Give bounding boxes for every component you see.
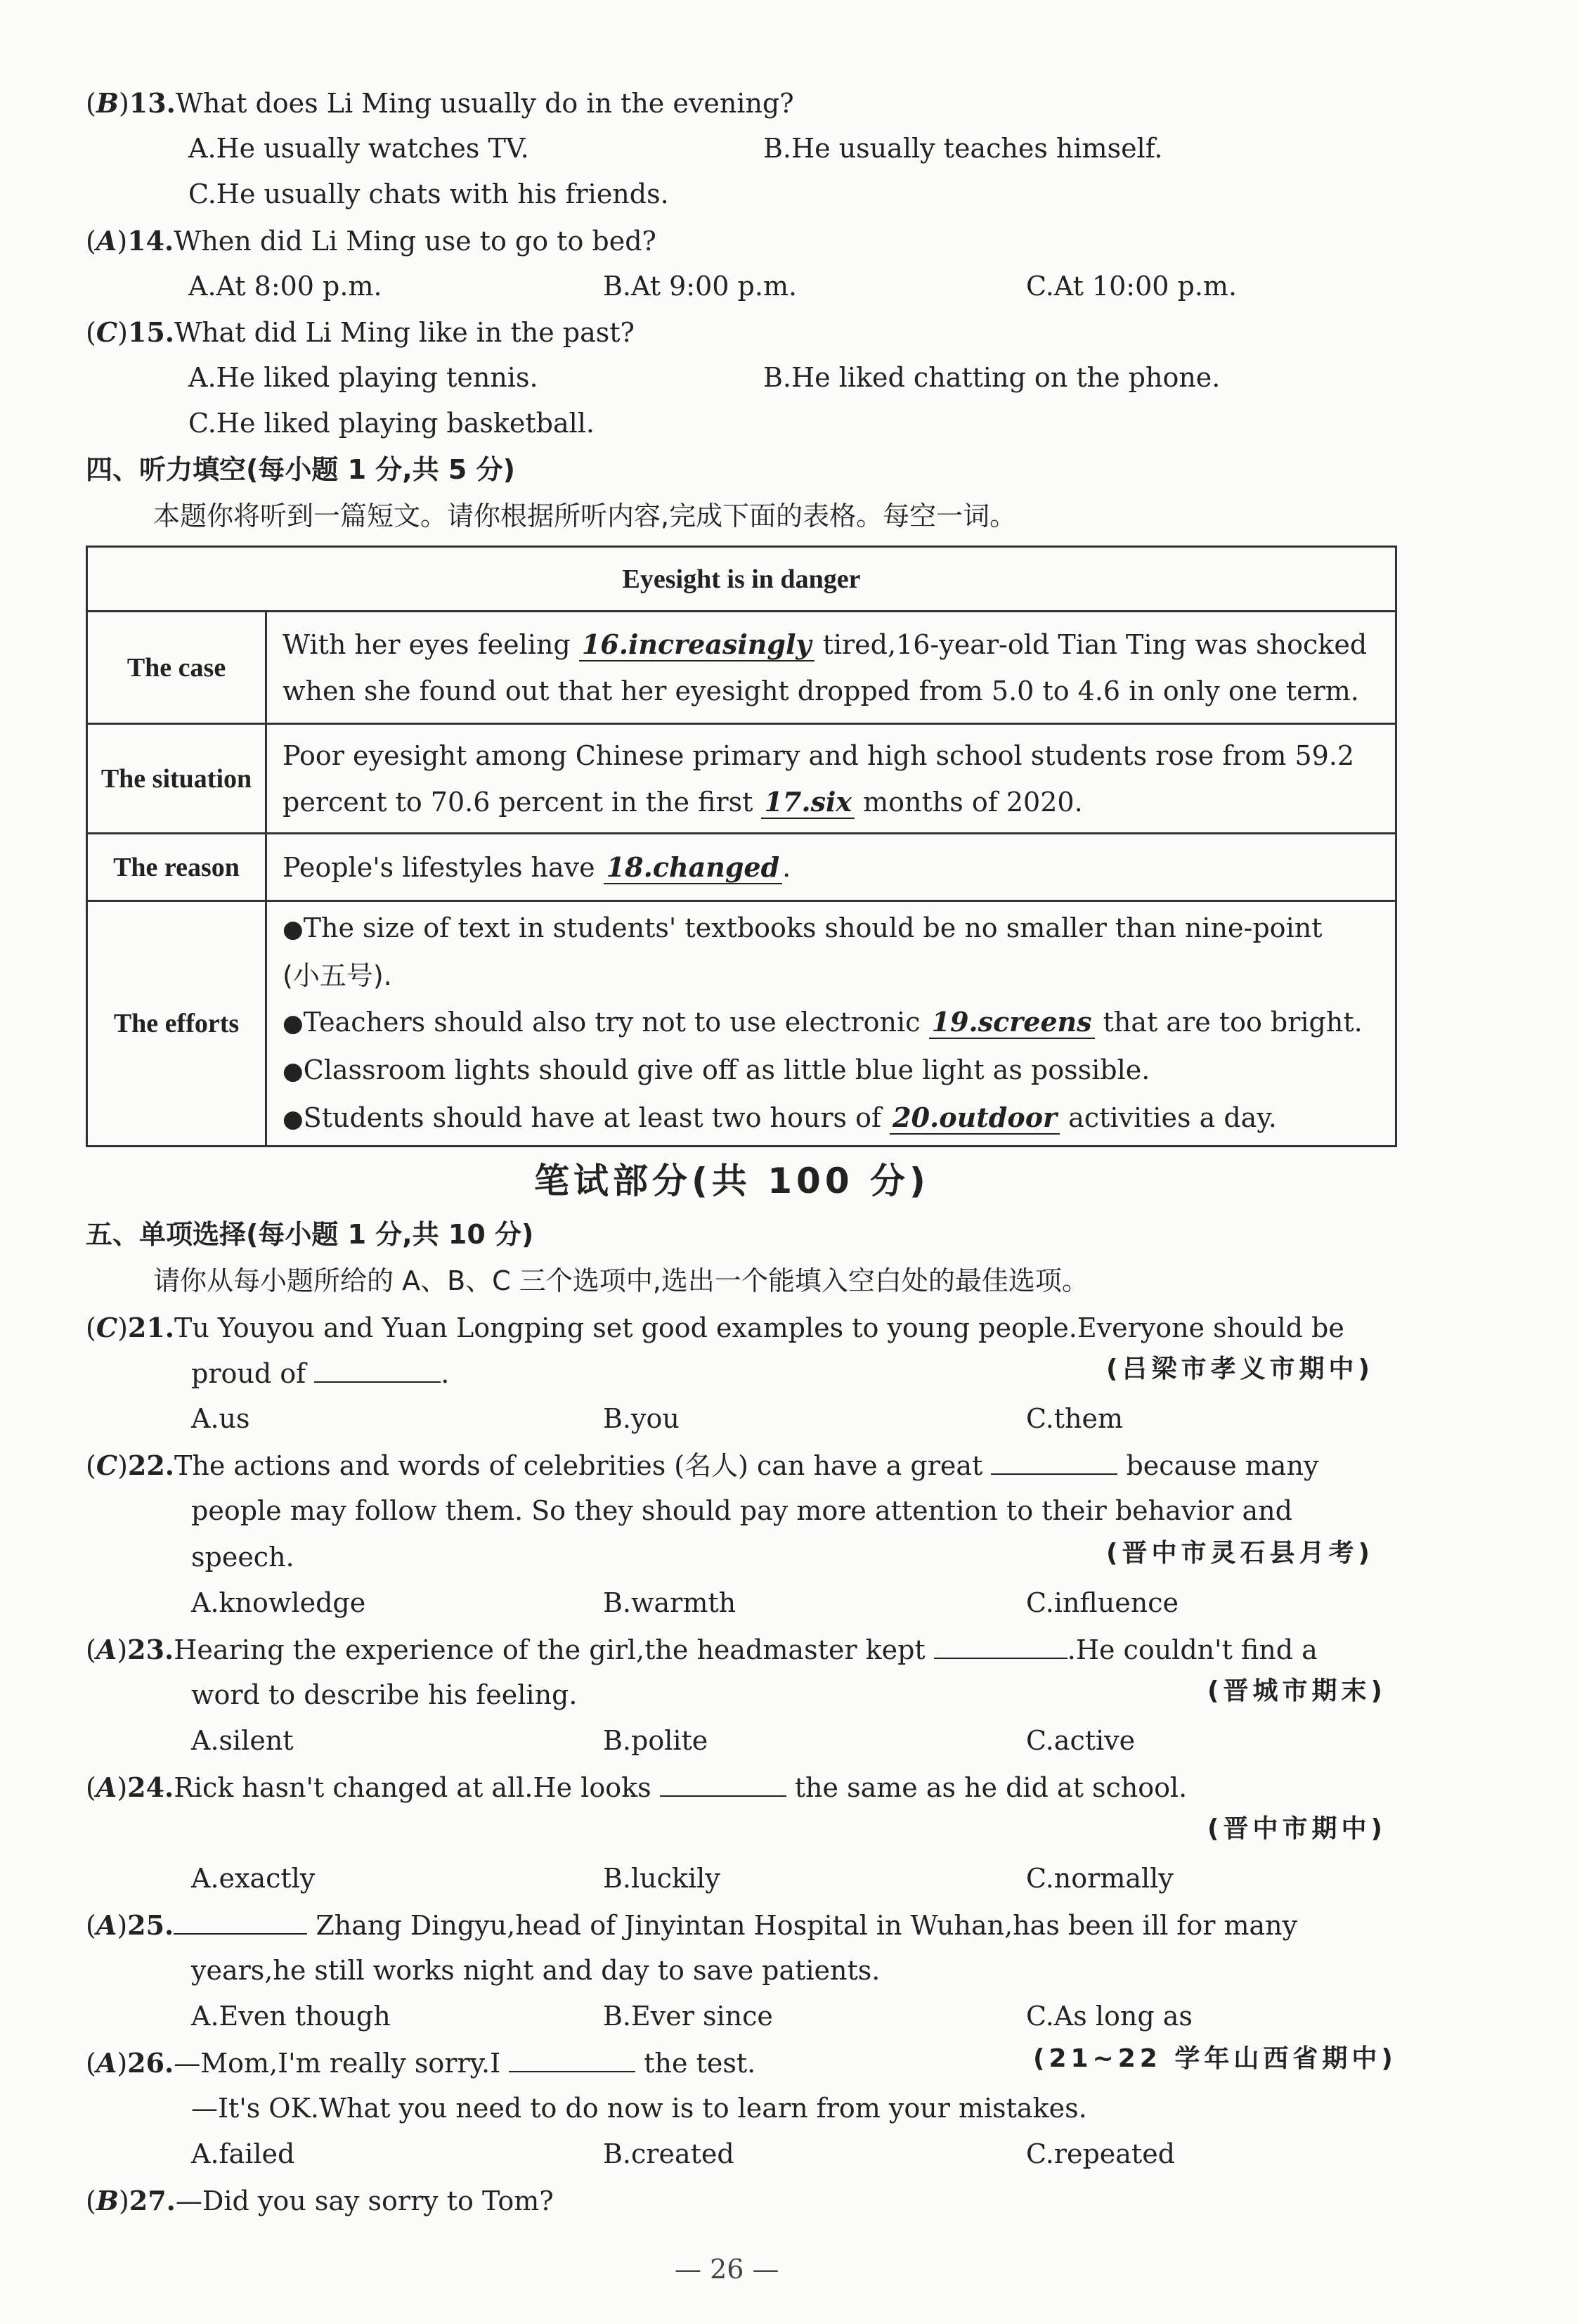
question-15: (C)15.What did Li Ming like in the past?: [86, 316, 635, 348]
bullet-icon: ●: [283, 1009, 304, 1038]
fill-19: 19.screens: [929, 1006, 1095, 1039]
option-22b: B.warmth: [603, 1587, 736, 1618]
question-22: (C)22.The actions and words of celebrities (名人) can have a great because many: [86, 1450, 1319, 1481]
option-21c: C.them: [1026, 1403, 1124, 1434]
question-24: (A)24.Rick hasn't changed at all.He looks the same as he did at school.: [86, 1771, 1188, 1803]
question-25: (A)25. Zhang Dingyu,head of Jinyintan Hospital in Wuhan,has been ill for many: [86, 1909, 1298, 1941]
section-4-instruction: 本题你将听到一篇短文。请你根据所听内容,完成下面的表格。每空一词。: [153, 501, 1017, 531]
option-23c: C.active: [1026, 1725, 1136, 1756]
option-24a: A.exactly: [191, 1863, 316, 1894]
question-26: (A)26.—Mom,I'm really sorry.I the test.: [86, 2047, 756, 2079]
question-27: (B)27.—Did you say sorry to Tom?: [86, 2185, 554, 2216]
written-section-title: 笔试部分(共 100 分): [534, 1161, 930, 1201]
option-25b: B.Ever since: [603, 2001, 773, 2032]
row-label-situation: The situation: [87, 724, 266, 834]
bullet-icon: ●: [283, 915, 304, 943]
fill-17: 17.six: [761, 786, 855, 819]
answer-13: B: [96, 87, 119, 119]
option-25c: C.As long as: [1026, 2001, 1193, 2032]
section-4-heading: 四、听力填空(每小题 1 分,共 5 分): [86, 454, 515, 485]
bullet-icon: ●: [283, 1057, 304, 1085]
fill-20: 20.outdoor: [890, 1102, 1060, 1135]
option-15c: C.He liked playing basketball.: [188, 408, 595, 439]
option-15b: B.He liked chatting on the phone.: [763, 362, 1221, 393]
option-13c: C.He usually chats with his friends.: [188, 179, 669, 209]
answer-blank: [314, 1357, 441, 1383]
bullet-icon: ●: [283, 1105, 304, 1133]
question-23: (A)23.Hearing the experience of the girl,the headmaster kept .He couldn't find a: [86, 1634, 1318, 1665]
option-26c: C.repeated: [1026, 2138, 1176, 2169]
fill-18: 18.changed: [604, 851, 782, 884]
source-24: (晋中市期中): [1207, 1814, 1387, 1843]
row-content-reason: People's lifestyles have 18.changed .: [266, 834, 1396, 901]
row-label-reason: The reason: [87, 834, 266, 901]
option-23b: B.polite: [603, 1725, 708, 1756]
question-23-line2: word to describe his feeling.: [191, 1679, 578, 1710]
eyesight-table: [86, 546, 1397, 1147]
source-23: (晋城市期末): [1207, 1677, 1387, 1705]
answer-blank: [934, 1634, 1067, 1659]
question-22-line2: people may follow them. So they should pay more attention to their behavior and: [191, 1495, 1292, 1526]
fill-16: 16.increasingly: [579, 628, 815, 661]
page-number: — 26 —: [675, 2254, 779, 2285]
row-label-case: The case: [87, 612, 266, 724]
option-26a: A.failed: [191, 2138, 295, 2169]
row-content-efforts: ●The size of text in students' textbooks should be no smaller than nine-point (小五号). ●Teachers should also try not to use electronic 19.screens that are too bright. ●Classroom lights should give off as little blue light as possible. ●Students should have at least two hours of 20.outdoor activities a day.: [266, 901, 1396, 1147]
source-21: (吕梁市孝义市期中): [1106, 1355, 1374, 1383]
question-21-line2: proud of .: [191, 1358, 450, 1389]
option-24b: B.luckily: [603, 1863, 720, 1894]
option-22c: C.influence: [1026, 1587, 1179, 1618]
question-22-line3: speech.: [191, 1542, 294, 1573]
section-5-instruction: 请你从每小题所给的 A、B、C 三个选项中,选出一个能填入空白处的最佳选项。: [153, 1265, 1089, 1296]
option-23a: A.silent: [191, 1725, 294, 1756]
option-22a: A.knowledge: [191, 1587, 366, 1618]
option-25a: A.Even though: [191, 2001, 391, 2032]
answer-blank: [509, 2047, 635, 2072]
section-5-heading: 五、单项选择(每小题 1 分,共 10 分): [86, 1219, 534, 1250]
question-14: (A)14.When did Li Ming use to go to bed?: [86, 225, 656, 257]
table-title: Eyesight is in danger: [87, 547, 1396, 612]
question-25-line2: years,he still works night and day to save patients.: [191, 1955, 881, 1986]
source-22: (晋中市灵石县月考): [1106, 1539, 1374, 1568]
question-21: (C)21.Tu Youyou and Yuan Longping set good examples to young people.Everyone should be: [86, 1312, 1344, 1343]
option-14b: B.At 9:00 p.m.: [603, 271, 798, 302]
row-label-efforts: The efforts: [87, 901, 266, 1147]
option-14a: A.At 8:00 p.m.: [188, 271, 382, 302]
option-21b: B.you: [603, 1403, 680, 1434]
option-13b: B.He usually teaches himself.: [763, 133, 1163, 164]
answer-blank: [991, 1450, 1117, 1475]
option-26b: B.created: [603, 2138, 734, 2169]
row-content-case: With her eyes feeling 16.increasingly tired,16-year-old Tian Ting was shocked when she found out that her eyesight dropped from 5.0 to 4.6 in only one term.: [266, 612, 1396, 724]
option-15a: A.He liked playing tennis.: [188, 362, 538, 393]
option-21a: A.us: [191, 1403, 250, 1434]
question-13: (B)13.What does Li Ming usually do in the evening?: [86, 87, 794, 119]
option-14c: C.At 10:00 p.m.: [1026, 271, 1238, 302]
option-24c: C.normally: [1026, 1863, 1174, 1894]
option-13a: A.He usually watches TV.: [188, 133, 529, 164]
answer-blank: [174, 1909, 307, 1935]
source-26: (21~22 学年山西省期中): [1033, 2044, 1397, 2073]
row-content-situation: Poor eyesight among Chinese primary and high school students rose from 59.2 percent to 70.6 percent in the first 17.six months of 2020.: [266, 724, 1396, 834]
answer-blank: [660, 1771, 786, 1797]
question-26-line2: —It's OK.What you need to do now is to learn from your mistakes.: [191, 2093, 1087, 2124]
